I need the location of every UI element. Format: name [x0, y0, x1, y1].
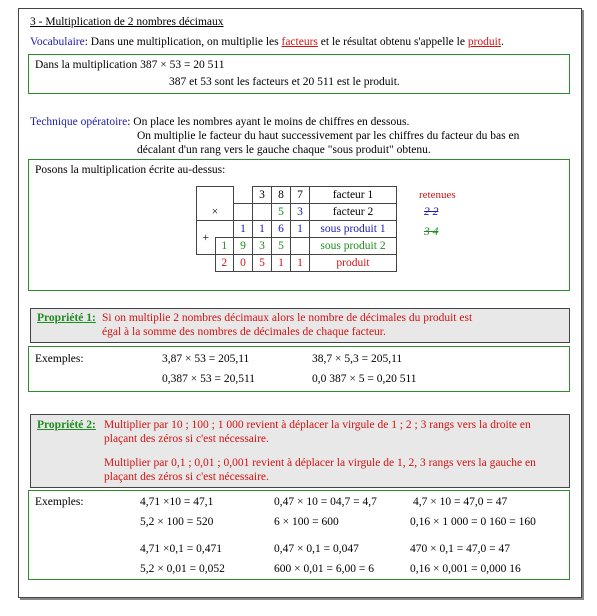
examples-2-label: Exemples:	[35, 496, 84, 508]
multiplication-table	[196, 186, 397, 272]
box2-intro: Posons la multiplication écrite au-dessus:	[35, 164, 226, 176]
example-2-r4-a: 5,2 × 0,01 = 0,052	[140, 563, 225, 575]
example-1c: 0,387 × 53 = 20,511	[162, 373, 256, 385]
section-title: 3 - Multiplication de 2 nombres décimaux	[30, 16, 224, 28]
digit: 1	[272, 255, 291, 272]
technique-line-2: On multiplie le facteur du haut successivement par les chiffres du facteur du bas en	[137, 130, 520, 142]
times-sign: ×	[197, 204, 234, 221]
vocabulary-colon: :	[84, 36, 88, 48]
digit: 1	[215, 238, 234, 255]
vocabulary-label: Vocabulaire	[30, 36, 85, 48]
digit: 1	[291, 221, 310, 238]
digit: 3	[291, 204, 310, 221]
label-sous-produit-1: sous produit 1	[310, 221, 397, 238]
digit: 1	[253, 221, 272, 238]
property-1-line-1: Si on multiplie 2 nombres décimaux alors le nombre de décimales du produit est	[102, 312, 473, 324]
digit: 6	[272, 221, 291, 238]
example-2-r4-b: 600 × 0,01 = 6,00 = 6	[274, 563, 374, 575]
digit: 1	[291, 255, 310, 272]
example-2-r3-c: 470 × 0,1 = 47,0 = 47	[410, 543, 510, 555]
term-produit: produit	[467, 36, 502, 48]
vocabulary-text-1: Dans une multiplication, on multiplie les	[87, 36, 282, 48]
property-2-label: Propriété 2:	[37, 419, 96, 431]
label-facteur-2: facteur 2	[310, 204, 397, 221]
digit: 8	[272, 187, 291, 204]
label-produit: produit	[310, 255, 397, 272]
property-1-box	[30, 308, 570, 343]
example-2-r2-c: 0,16 × 1 000 = 0 160 = 160	[410, 516, 536, 528]
box1-line-2: 387 et 53 sont les facteurs et 20 511 est le produit.	[169, 76, 400, 88]
carries-row-2: 3 4	[424, 226, 439, 238]
vocabulary-end: .	[501, 36, 504, 48]
example-2-r2-b: 6 × 100 = 600	[274, 516, 339, 528]
retenues-label: retenues	[419, 189, 456, 201]
example-2-r4-c: 0,16 × 0,001 = 0,000 16	[410, 563, 521, 575]
example-1d: 0,0 387 × 5 = 0,20 511	[312, 373, 417, 385]
examples-box-1	[28, 346, 570, 392]
technique-line-3: décalant d'un rang vers le gauche chaque "sous produit" obtenu.	[137, 144, 431, 156]
property-2-line-1: Multiplier par 10 ; 100 ; 1 000 revient à déplacer la virgule de 1 ; 2 ; 3 rangs vers la droite en	[104, 419, 531, 431]
property-2-line-2: plaçant des zéros si c'est nécessaire.	[104, 433, 269, 445]
technique-label: Technique opératoire	[30, 116, 128, 128]
box1-line-1: Dans la multiplication 387 × 53 = 20 511	[35, 59, 225, 71]
digit: 3	[253, 238, 272, 255]
examples-1-label: Exemples:	[35, 353, 84, 365]
example-2-r2-a: 5,2 × 100 = 520	[140, 516, 214, 528]
example-2-r1-c: 4,7 × 10 = 47,0 = 47	[413, 496, 508, 508]
example-1b: 38,7 × 5,3 = 205,11	[312, 353, 403, 365]
term-facteurs: facteurs	[281, 36, 318, 48]
example-1a: 3,87 × 53 = 205,11	[162, 353, 250, 365]
digit: 2	[215, 255, 234, 272]
property-1-line-2: égal à la somme des nombres de décimales de chaque facteur.	[102, 326, 386, 338]
property-2-line-3: Multiplier par 0,1 ; 0,01 ; 0,001 revient à déplacer la virgule de 1, 2, 3 rangs vers la gauche en	[104, 457, 536, 469]
property-2-box	[30, 414, 570, 488]
digit: 0	[234, 255, 253, 272]
digit: 7	[291, 187, 310, 204]
example-2-r1-b: 0,47 × 10 = 04,7 = 4,7	[274, 496, 377, 508]
label-sous-produit-2: sous produit 2	[310, 238, 397, 255]
example-2-r3-b: 0,47 × 0,1 = 0,047	[274, 543, 359, 555]
digit: 1	[234, 221, 253, 238]
example-box-1	[28, 54, 570, 94]
digit: 5	[253, 255, 272, 272]
example-2-r1-a: 4,71 ×10 = 47,1	[140, 496, 214, 508]
carries-row-1: 2 2	[424, 206, 439, 218]
digit: 9	[234, 238, 253, 255]
digit: 5	[272, 238, 291, 255]
vocabulary-line	[30, 36, 504, 48]
vocabulary-text-2: et le résultat obtenu s'appelle le	[317, 36, 468, 48]
property-2-line-4: plaçant des zéros si c'est nécessaire.	[104, 471, 269, 483]
property-1-label: Propriété 1:	[37, 312, 96, 324]
example-2-r3-a: 4,71 ×0,1 = 0,471	[140, 543, 222, 555]
technique-line-1	[30, 116, 409, 128]
label-facteur-1: facteur 1	[310, 187, 397, 204]
plus-sign: +	[197, 221, 216, 255]
examples-box-2	[28, 490, 570, 580]
digit: 3	[253, 187, 272, 204]
technique-text-1: : On place les nombres ayant le moins de chiffres en dessous.	[127, 116, 410, 128]
digit: 5	[272, 204, 291, 221]
